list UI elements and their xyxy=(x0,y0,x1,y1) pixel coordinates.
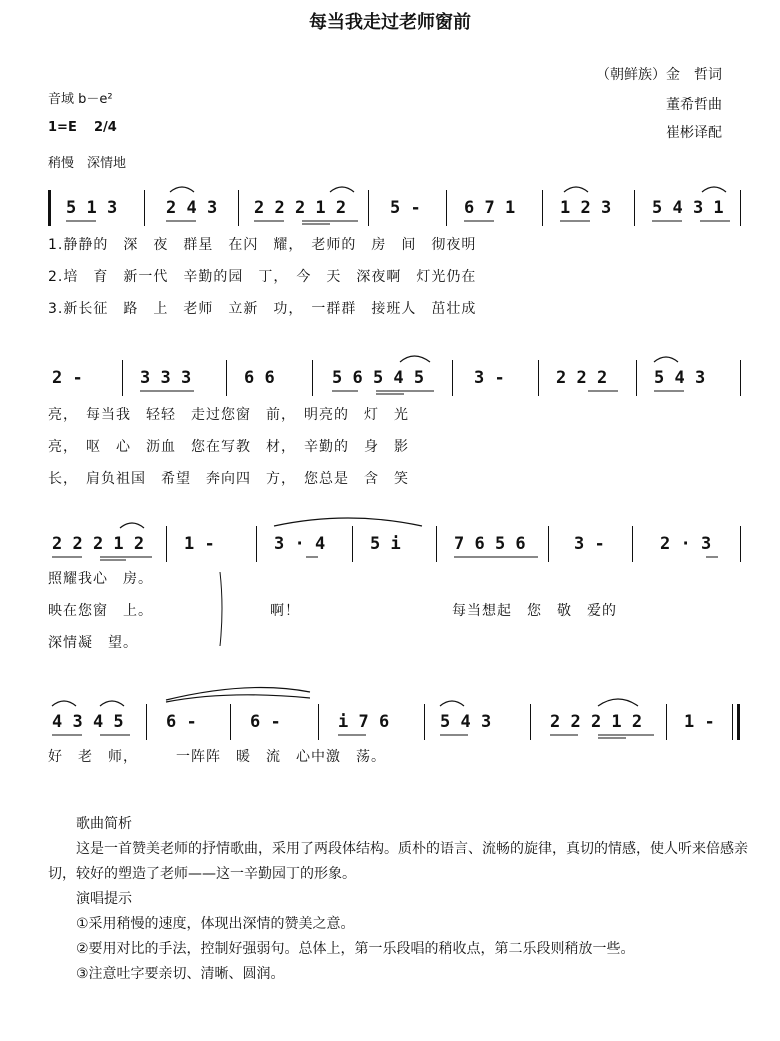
lyric-verse-3: 深情凝 望。 xyxy=(48,635,138,651)
composer-credit: 董希哲曲 xyxy=(666,97,722,113)
score-system-3 xyxy=(48,528,742,658)
measure: 1 - xyxy=(684,712,715,732)
tip-3: ③注意吐字要亲切、清晰、圆润。 xyxy=(76,966,285,982)
lyric-verse-3: 长， 肩负祖国 希望 奔向四 方， 您总是 含 笑 xyxy=(48,471,409,487)
slur-marks xyxy=(48,706,742,740)
song-title: 每当我走过老师窗前 xyxy=(309,12,471,33)
measure: 5 4 3 xyxy=(440,712,492,732)
measure: 1 2 3 xyxy=(560,198,612,218)
measure: 2 2 2 1 2 xyxy=(254,198,347,218)
score-system-2 xyxy=(48,362,742,502)
lyric-verse-2: 映在您窗 上。 xyxy=(48,603,153,619)
key-signature: 1=E xyxy=(48,120,77,135)
measure: i 7 6 xyxy=(338,712,390,732)
measure: 4 3 4 5 xyxy=(52,712,124,732)
notation-line xyxy=(48,706,742,740)
notation-line xyxy=(48,192,742,226)
vocal-range: 音域 b－e² xyxy=(48,92,113,107)
measure: 5 i xyxy=(370,534,401,554)
tip-1: ①采用稍慢的速度，体现出深情的赞美之意。 xyxy=(76,916,355,932)
lyric-verse-2: 亮， 呕 心 沥血 您在写教 材， 辛勤的 身 影 xyxy=(48,439,409,455)
time-signature: 2/4 xyxy=(94,120,117,135)
measure: 3 - xyxy=(574,534,605,554)
refrain-lyric: 每当想起 您 敬 爱的 xyxy=(452,603,617,619)
measure: 3 - xyxy=(474,368,505,388)
notation-line xyxy=(48,362,742,396)
measure: 6 7 1 xyxy=(464,198,516,218)
measure: 2 2 2 xyxy=(556,368,608,388)
tempo-marking: 稍慢 深情地 xyxy=(48,156,127,171)
measure: 5 6 5 4 5 xyxy=(332,368,425,388)
analysis-paragraph: 这是一首赞美老师的抒情歌曲，采用了两段体结构。质朴的语言、流畅的旋律，真切的情感，使人听来倍感亲切，较好的塑造了老师——这一辛勤园丁的形象。 xyxy=(48,841,748,882)
measure: 1 - xyxy=(184,534,215,554)
analysis-heading: 歌曲简析 xyxy=(76,816,132,832)
measure: 6 6 xyxy=(244,368,275,388)
measure: 2 · 3 xyxy=(660,534,712,554)
measure: 3 3 3 xyxy=(140,368,192,388)
measure: 5 4 3 1 xyxy=(652,198,724,218)
song-analysis xyxy=(48,812,748,987)
score-system-1 xyxy=(48,192,742,332)
tip-2: ②要用对比的手法，控制好强弱句。总体上，第一乐段唱的稍收点，第二乐段则稍放一些。 xyxy=(76,941,635,957)
measure: 5 - xyxy=(390,198,421,218)
measure: 6 - xyxy=(250,712,281,732)
arranger-credit: 崔彬译配 xyxy=(666,125,722,141)
measure: 5 4 3 xyxy=(654,368,706,388)
measure: 2 - xyxy=(52,368,83,388)
lyric-verse-3: 3.新长征 路 上 老师 立新 功， 一群群 接班人 茁壮成 xyxy=(48,301,477,317)
lyric-verse-1: 1.静静的 深 夜 群星 在闪 耀， 老师的 房 间 彻夜明 xyxy=(48,237,477,253)
slur-marks xyxy=(48,192,742,226)
lyric-verse-1: 照耀我心 房。 xyxy=(48,571,153,587)
lyric-verse-2: 2.培 育 新一代 辛勤的园 丁， 今 天 深夜啊 灯光仍在 xyxy=(48,269,477,285)
measure: 7 6 5 6 xyxy=(454,534,526,554)
measure: 2 4 3 xyxy=(166,198,218,218)
measure: 2 2 2 1 2 xyxy=(550,712,643,732)
measure: 2 2 2 1 2 xyxy=(52,534,145,554)
tips-heading: 演唱提示 xyxy=(76,891,132,907)
refrain-interjection: 啊！ xyxy=(270,603,300,619)
lyric-line: 好 老 师， 一阵阵 暖 流 心中激 荡。 xyxy=(48,749,386,765)
measure: 5 1 3 xyxy=(66,198,118,218)
score-system-4 xyxy=(48,706,742,776)
measure: 3 · 4 xyxy=(274,534,326,554)
measure: 6 - xyxy=(166,712,197,732)
lyric-verse-1: 亮， 每当我 轻轻 走过您窗 前， 明亮的 灯 光 xyxy=(48,407,409,423)
slur-marks xyxy=(48,362,742,396)
verse-bracket xyxy=(48,528,742,658)
lyricist-credit: （朝鲜族）金 哲词 xyxy=(596,67,722,83)
